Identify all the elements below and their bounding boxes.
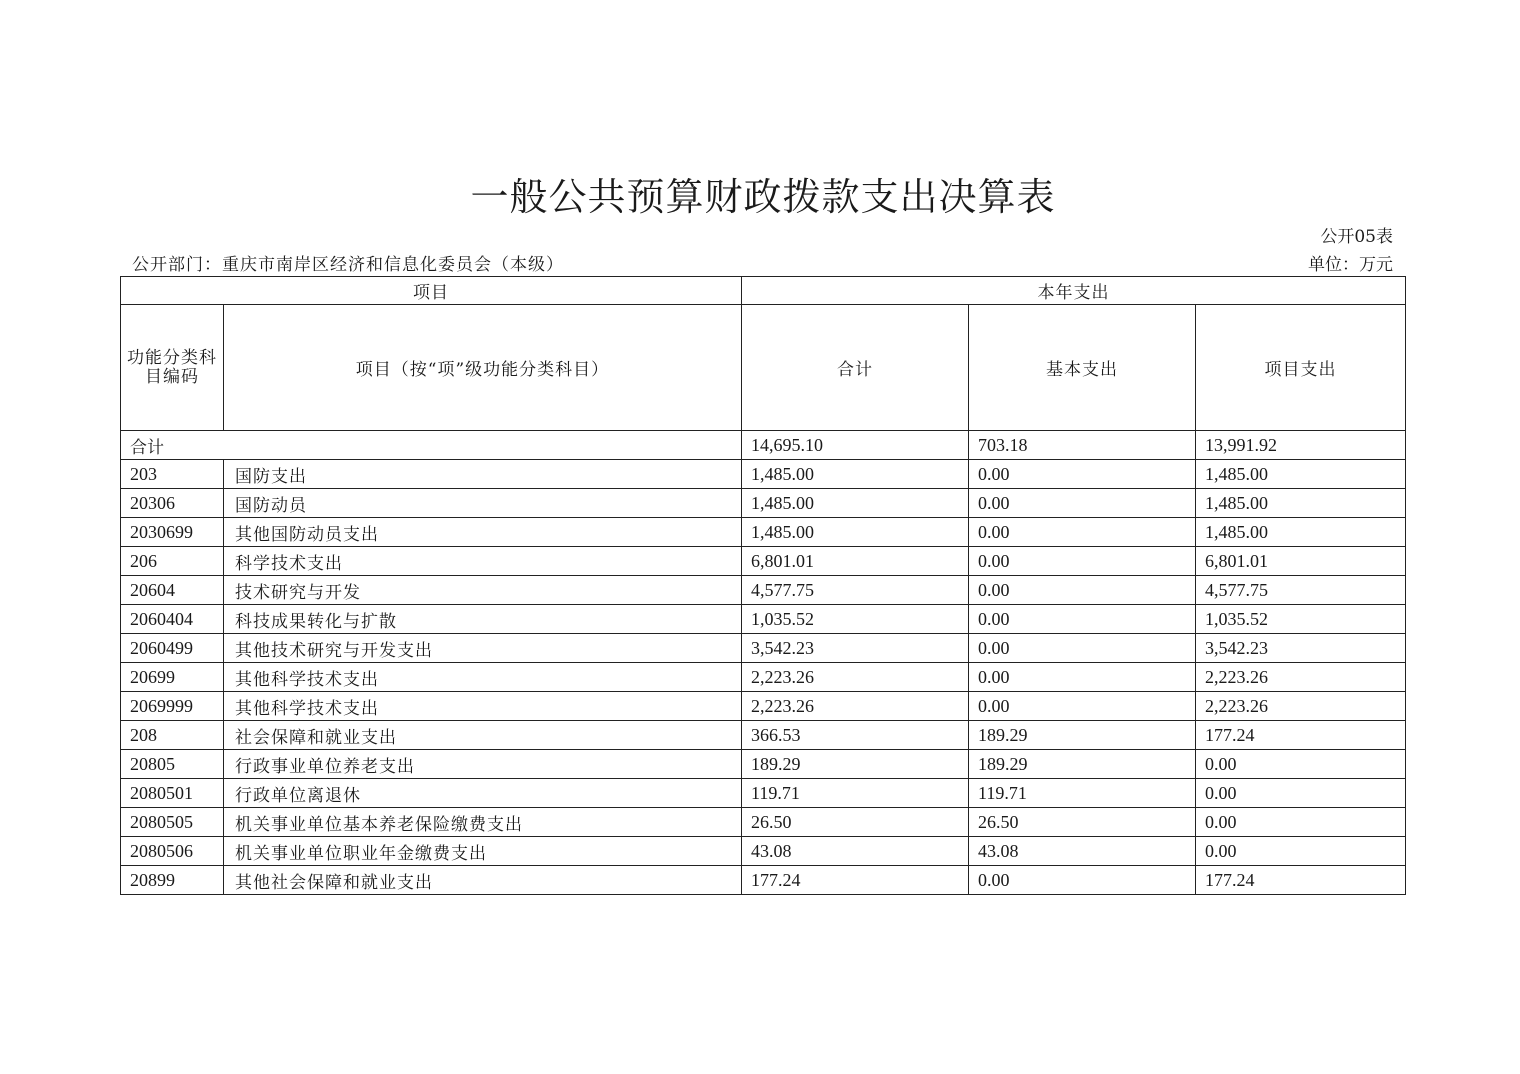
row-basic: 0.00 bbox=[969, 460, 1196, 489]
row-name: 其他技术研究与开发支出 bbox=[224, 634, 742, 663]
row-name: 科学技术支出 bbox=[224, 547, 742, 576]
header-subject: 项目（按“项”级功能分类科目） bbox=[224, 305, 742, 431]
unit-label: 单位：万元 bbox=[1308, 255, 1393, 275]
row-basic: 189.29 bbox=[969, 750, 1196, 779]
row-total: 2,223.26 bbox=[742, 692, 969, 721]
row-code: 2080501 bbox=[121, 779, 224, 808]
table-row bbox=[121, 518, 1406, 547]
table-row bbox=[121, 547, 1406, 576]
row-basic: 0.00 bbox=[969, 518, 1196, 547]
department-label: 公开部门：重庆市南岸区经济和信息化委员会（本级） bbox=[132, 255, 564, 275]
row-name: 机关事业单位基本养老保险缴费支出 bbox=[224, 808, 742, 837]
row-total: 6,801.01 bbox=[742, 547, 969, 576]
row-total: 1,485.00 bbox=[742, 518, 969, 547]
row-basic: 0.00 bbox=[969, 576, 1196, 605]
expenditure-table bbox=[120, 276, 1406, 895]
table-row bbox=[121, 837, 1406, 866]
row-basic: 26.50 bbox=[969, 808, 1196, 837]
table-row bbox=[121, 808, 1406, 837]
row-name: 其他科学技术支出 bbox=[224, 692, 742, 721]
table-row bbox=[121, 605, 1406, 634]
row-basic: 0.00 bbox=[969, 489, 1196, 518]
table-row bbox=[121, 721, 1406, 750]
header-row-top bbox=[121, 277, 1406, 305]
row-name: 技术研究与开发 bbox=[224, 576, 742, 605]
row-total: 26.50 bbox=[742, 808, 969, 837]
total-row bbox=[121, 431, 1406, 460]
header-code: 功能分类科目编码 bbox=[121, 305, 224, 431]
row-total: 366.53 bbox=[742, 721, 969, 750]
table-row bbox=[121, 692, 1406, 721]
row-total: 43.08 bbox=[742, 837, 969, 866]
table-row bbox=[121, 576, 1406, 605]
table-row bbox=[121, 634, 1406, 663]
header-basic: 基本支出 bbox=[969, 305, 1196, 431]
row-name: 机关事业单位职业年金缴费支出 bbox=[224, 837, 742, 866]
row-project: 1,485.00 bbox=[1196, 489, 1406, 518]
document-title: 一般公共预算财政拨款支出决算表 bbox=[470, 175, 1056, 219]
row-project: 177.24 bbox=[1196, 866, 1406, 895]
row-code: 20899 bbox=[121, 866, 224, 895]
row-code: 2060404 bbox=[121, 605, 224, 634]
row-project: 0.00 bbox=[1196, 837, 1406, 866]
total-project: 13,991.92 bbox=[1196, 431, 1406, 460]
row-code: 2069999 bbox=[121, 692, 224, 721]
row-code: 20306 bbox=[121, 489, 224, 518]
row-name: 其他科学技术支出 bbox=[224, 663, 742, 692]
row-basic: 0.00 bbox=[969, 663, 1196, 692]
header-current-year: 本年支出 bbox=[742, 277, 1406, 305]
table-row bbox=[121, 750, 1406, 779]
row-name: 其他国防动员支出 bbox=[224, 518, 742, 547]
header-project: 项目支出 bbox=[1196, 305, 1406, 431]
row-code: 2080505 bbox=[121, 808, 224, 837]
row-name: 其他社会保障和就业支出 bbox=[224, 866, 742, 895]
row-name: 科技成果转化与扩散 bbox=[224, 605, 742, 634]
row-total: 177.24 bbox=[742, 866, 969, 895]
total-basic: 703.18 bbox=[969, 431, 1196, 460]
row-name: 国防支出 bbox=[224, 460, 742, 489]
row-project: 177.24 bbox=[1196, 721, 1406, 750]
row-name: 行政事业单位养老支出 bbox=[224, 750, 742, 779]
row-code: 2080506 bbox=[121, 837, 224, 866]
row-basic: 189.29 bbox=[969, 721, 1196, 750]
row-basic: 0.00 bbox=[969, 692, 1196, 721]
table-row bbox=[121, 866, 1406, 895]
row-total: 1,485.00 bbox=[742, 460, 969, 489]
row-code: 20699 bbox=[121, 663, 224, 692]
row-code: 208 bbox=[121, 721, 224, 750]
row-project: 0.00 bbox=[1196, 750, 1406, 779]
row-code: 2030699 bbox=[121, 518, 224, 547]
header-item: 项目 bbox=[121, 277, 742, 305]
table-row bbox=[121, 489, 1406, 518]
header-row-sub bbox=[121, 305, 1406, 431]
row-total: 119.71 bbox=[742, 779, 969, 808]
row-project: 2,223.26 bbox=[1196, 692, 1406, 721]
row-project: 0.00 bbox=[1196, 779, 1406, 808]
row-project: 1,485.00 bbox=[1196, 460, 1406, 489]
row-total: 189.29 bbox=[742, 750, 969, 779]
row-basic: 0.00 bbox=[969, 605, 1196, 634]
row-project: 4,577.75 bbox=[1196, 576, 1406, 605]
total-amount: 14,695.10 bbox=[742, 431, 969, 460]
row-total: 2,223.26 bbox=[742, 663, 969, 692]
row-project: 1,485.00 bbox=[1196, 518, 1406, 547]
table-number: 公开05表 bbox=[1320, 227, 1393, 247]
row-project: 2,223.26 bbox=[1196, 663, 1406, 692]
row-project: 3,542.23 bbox=[1196, 634, 1406, 663]
row-name: 行政单位离退休 bbox=[224, 779, 742, 808]
row-basic: 0.00 bbox=[969, 634, 1196, 663]
row-code: 203 bbox=[121, 460, 224, 489]
row-code: 20805 bbox=[121, 750, 224, 779]
row-project: 0.00 bbox=[1196, 808, 1406, 837]
table-row bbox=[121, 460, 1406, 489]
row-code: 2060499 bbox=[121, 634, 224, 663]
row-name: 社会保障和就业支出 bbox=[224, 721, 742, 750]
table-row bbox=[121, 779, 1406, 808]
total-label: 合计 bbox=[121, 431, 742, 460]
row-name: 国防动员 bbox=[224, 489, 742, 518]
row-basic: 0.00 bbox=[969, 866, 1196, 895]
row-project: 1,035.52 bbox=[1196, 605, 1406, 634]
header-total: 合计 bbox=[742, 305, 969, 431]
table-row bbox=[121, 663, 1406, 692]
row-basic: 119.71 bbox=[969, 779, 1196, 808]
row-basic: 0.00 bbox=[969, 547, 1196, 576]
row-code: 206 bbox=[121, 547, 224, 576]
row-code: 20604 bbox=[121, 576, 224, 605]
row-total: 3,542.23 bbox=[742, 634, 969, 663]
row-total: 1,035.52 bbox=[742, 605, 969, 634]
row-basic: 43.08 bbox=[969, 837, 1196, 866]
row-total: 4,577.75 bbox=[742, 576, 969, 605]
row-project: 6,801.01 bbox=[1196, 547, 1406, 576]
row-total: 1,485.00 bbox=[742, 489, 969, 518]
